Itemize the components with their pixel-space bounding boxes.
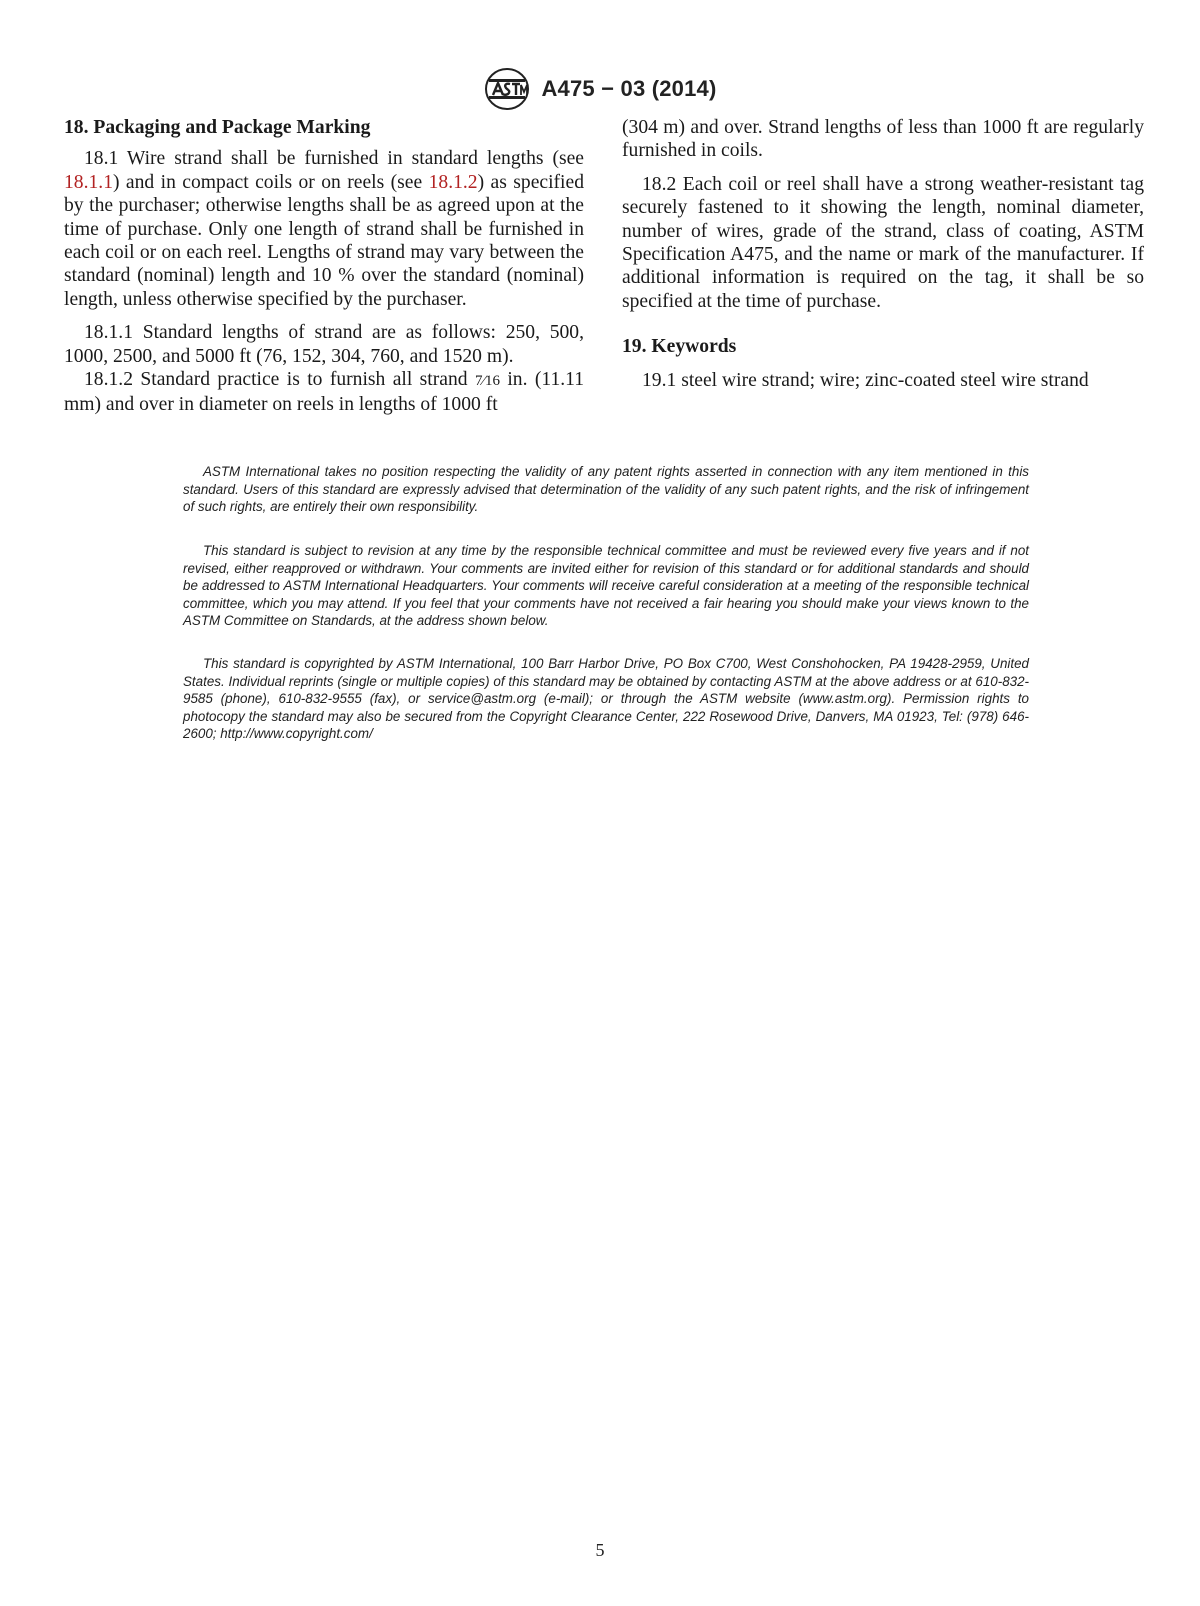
fraction: 7⁄16 xyxy=(474,373,500,390)
paragraph-18-1-1: 18.1.1 Standard lengths of strand are as follows: 250, 500, 1000, 2500, and 5000 ft (76, 152, 304, 760, and 1520 m). xyxy=(64,322,584,367)
paragraph-18-1: 18.1 Wire strand shall be furnished in standard lengths (see 18.1.1) and in compact coils or on reels (see 18.1.2) as specified by the purchaser; otherwise lengths shall be as agreed upon at the time of purchase. Only one length of strand shall be furnished in each coil or on each reel. Lengths of strand may vary between the standard (nominal) length and 10 % over the standard (nominal) length, unless otherwise specified by the purchaser. xyxy=(64,148,584,310)
document-id: A475 − 03 (2014) xyxy=(541,76,717,101)
paragraph-19-1: 19.1 steel wire strand; wire; zinc-coated steel wire strand xyxy=(642,369,1089,391)
paragraph-18-2: 18.2 Each coil or reel shall have a strong weather-resistant tag securely fastened to it showing the length, nominal diameter, number of wires, grade of the strand, class of coating, ASTM Specification A475, and the name or mark of the manufacturer. If additional information is required on the tag, it shall be so specified at the time of purchase. xyxy=(622,173,1144,312)
paragraph-18-1-2: 18.1.2 Standard practice is to furnish all strand 7⁄16 in. (11.11 mm) and over in diameter on reels in lengths of 1000 ft xyxy=(64,369,585,416)
section-19-heading: 19. Keywords xyxy=(622,336,737,358)
page-header xyxy=(0,66,1200,112)
astm-logo-icon xyxy=(483,66,531,112)
copyright-notice: This standard is copyrighted by ASTM International, 100 Barr Harbor Drive, PO Box C700, West Conshohocken, PA 19428-2959, United States. Individual reprints (single or multiple copies) of this standard may be obtained by contacting ASTM at the above address or at 610-832-9585 (phone), 610-832-9555 (fax), or service@astm.org (e-mail); or through the ASTM website (www.astm.org). Permission rights to photocopy the standard may also be secured from the Copyright Clearance Center, 222 Rosewood Drive, Danvers, MA 01923, Tel: (978) 646-2600; http://www.copyright.com/ xyxy=(183,656,1029,742)
page-number: 5 xyxy=(595,1540,605,1560)
revision-notice: This standard is subject to revision at any time by the responsible technical committee and must be reviewed every five years and if not revised, either reapproved or withdrawn. Your comments are invited either for revision of this standard or for additional standards and should be addressed to ASTM International Headquarters. Your comments will receive careful consideration at a meeting of the responsible technical committee, which you may attend. If you feel that your comments have not received a fair hearing you should make your views known to the ASTM Committee on Standards, at the address shown below. xyxy=(183,543,1029,629)
paragraph-18-1-2-continued: (304 m) and over. Strand lengths of less than 1000 ft are regularly furnished in coils. xyxy=(622,117,1144,162)
section-18-heading: 18. Packaging and Package Marking xyxy=(64,117,371,138)
left-column xyxy=(64,116,584,417)
right-column xyxy=(622,116,1144,392)
cross-reference-link[interactable]: 18.1.2 xyxy=(428,171,478,193)
cross-reference-link[interactable]: 18.1.1 xyxy=(64,171,113,193)
patent-notice: ASTM International takes no position respecting the validity of any patent rights asserted in connection with any item mentioned in this standard. Users of this standard are expressly advised that determination of the validity of any such patent rights, and the risk of infringement of such rights, are entirely their own responsibility. xyxy=(183,464,1029,515)
